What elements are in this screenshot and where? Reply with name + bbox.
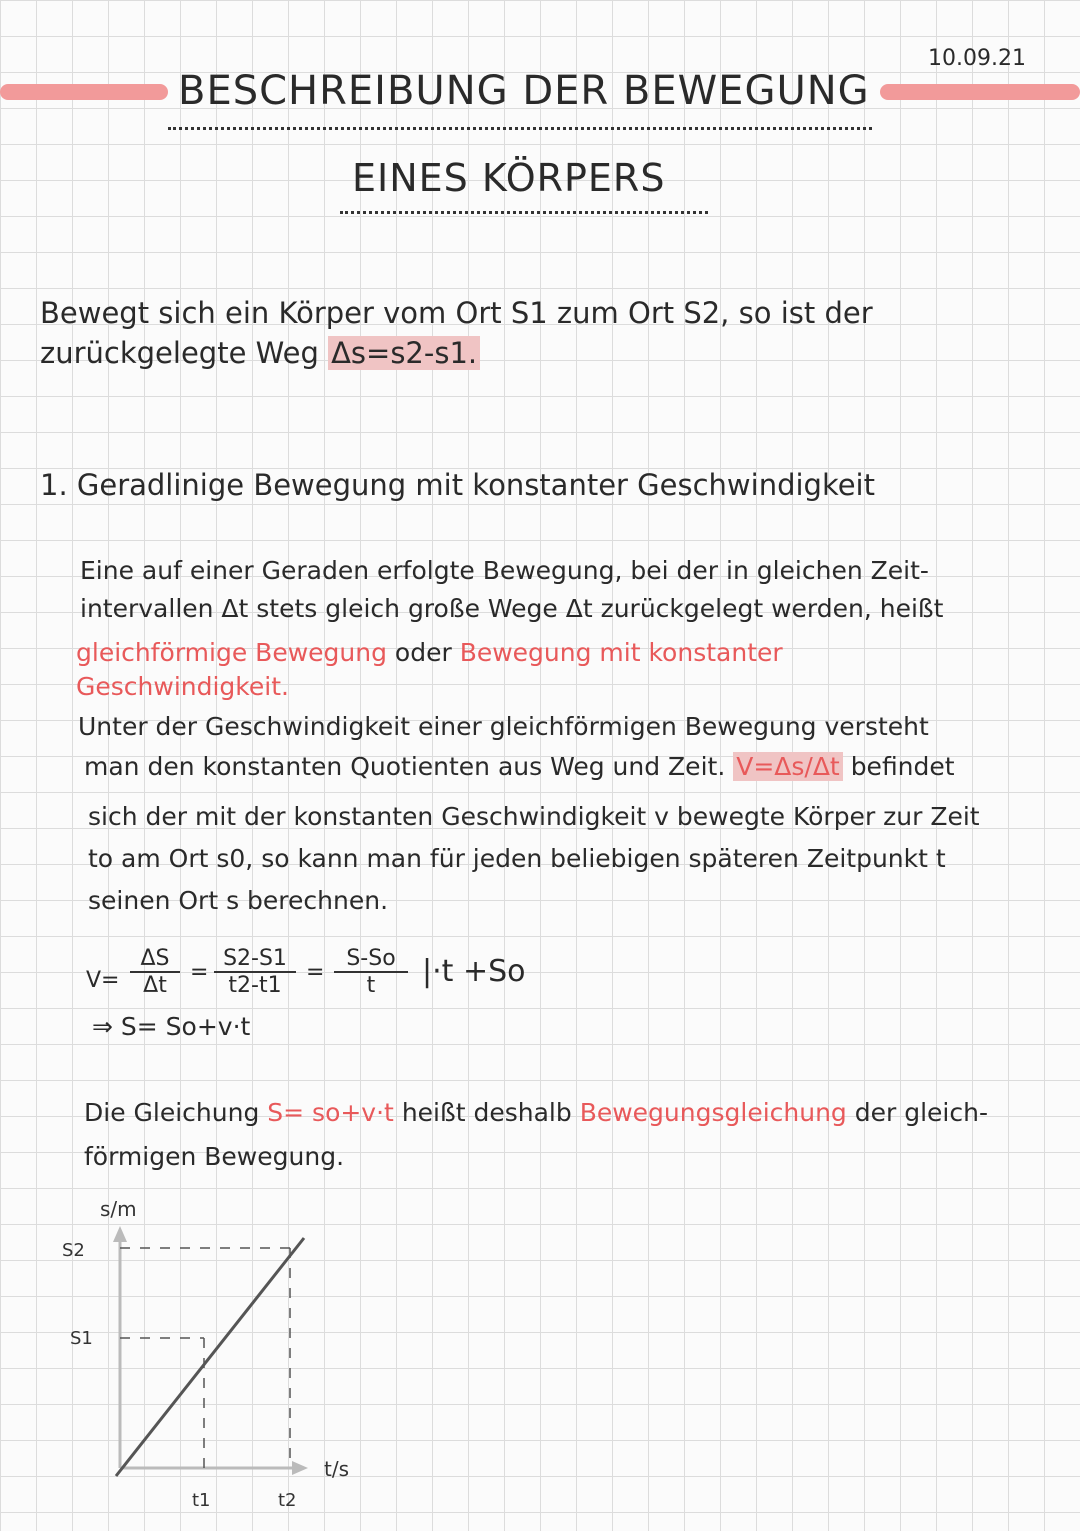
intro-line-1: Bewegt sich ein Körper vom Ort S1 zum Ort S2, so ist der xyxy=(40,296,873,330)
result-formula: ⇒ S= So+v·t xyxy=(92,1012,251,1041)
y-axis-label: s/m xyxy=(100,1197,137,1221)
f1-den: Δt xyxy=(143,973,167,998)
conclusion-text-a: Die Gleichung xyxy=(84,1098,260,1127)
operation: |·t +So xyxy=(422,954,526,989)
f3-den: t xyxy=(366,973,376,998)
p1-line-1: Eine auf einer Geraden erfolgte Bewegung, bei der in gleichen Zeit- xyxy=(80,556,929,585)
x-axis-arrow xyxy=(292,1461,308,1475)
header-bar-left xyxy=(0,84,168,100)
term-gleichfoermig: gleichförmige Bewegung xyxy=(76,638,387,667)
v-label: V= xyxy=(86,968,120,993)
fraction-3 xyxy=(334,946,408,998)
p2-line-4: to am Ort s0, so kann man für jeden beliebigen späteren Zeitpunkt t xyxy=(88,844,946,873)
term-bewegungsgleichung: Bewegungsgleichung xyxy=(579,1098,847,1127)
conclusion-text-c: der gleich- xyxy=(854,1098,988,1127)
date: 10.09.21 xyxy=(928,46,1026,71)
f2-den: t2-t1 xyxy=(228,973,282,998)
term-konstant: Bewegung mit konstanter xyxy=(459,638,783,667)
header-bar-right xyxy=(880,84,1080,100)
p1-line-2: intervallen Δt stets gleich große Wege Δt zurückgelegt werden, heißt xyxy=(80,594,944,623)
conclusion-line-2: förmigen Bewegung. xyxy=(84,1142,345,1171)
p1-line-4: Geschwindigkeit. xyxy=(76,672,289,701)
delta-s-formula: Δs=s2-s1. xyxy=(328,336,480,370)
derivation xyxy=(86,946,566,1006)
series-line xyxy=(116,1238,304,1476)
tick-t1: t1 xyxy=(192,1490,211,1511)
title-underline xyxy=(168,124,872,130)
motion-equation: S= so+v·t xyxy=(267,1098,394,1127)
velocity-formula: V=Δs/Δt xyxy=(733,752,843,781)
p1-line-3 xyxy=(76,638,783,667)
tick-s1: S1 xyxy=(70,1328,93,1349)
p2-line-5: seinen Ort s berechnen. xyxy=(88,886,389,915)
p2-text-b: befindet xyxy=(850,752,955,781)
f2-num: S2-S1 xyxy=(214,946,296,973)
tick-t2: t2 xyxy=(278,1490,297,1511)
eq-1: = xyxy=(190,960,209,985)
tick-s2: S2 xyxy=(62,1240,85,1261)
fraction-2 xyxy=(214,946,296,998)
f1-num: ΔS xyxy=(130,946,180,973)
conclusion-line-1 xyxy=(84,1098,988,1127)
section-heading: 1. Geradlinige Bewegung mit konstanter Geschwindigkeit xyxy=(40,468,875,502)
x-axis-label: t/s xyxy=(324,1457,349,1481)
page-title: BESCHREIBUNG DER BEWEGUNG xyxy=(178,68,870,114)
p2-text: man den konstanten Quotienten aus Weg und Zeit. xyxy=(84,752,726,781)
conclusion-text-b: heißt deshalb xyxy=(401,1098,572,1127)
s-t-diagram xyxy=(40,1190,400,1520)
intro-text: zurückgelegte Weg xyxy=(40,336,319,370)
subtitle-underline xyxy=(340,208,708,214)
fraction-1 xyxy=(130,946,180,998)
f3-num: S-So xyxy=(334,946,408,973)
p2-line-3: sich der mit der konstanten Geschwindigkeit v bewegte Körper zur Zeit xyxy=(88,802,980,831)
p2-line-1: Unter der Geschwindigkeit einer gleichförmigen Bewegung versteht xyxy=(78,712,929,741)
text-oder: oder xyxy=(394,638,452,667)
p2-line-2 xyxy=(84,752,955,781)
page-subtitle: EINES KÖRPERS xyxy=(352,156,666,200)
y-axis-arrow xyxy=(113,1226,127,1242)
intro-line-2 xyxy=(40,336,480,370)
eq-2: = xyxy=(306,960,325,985)
